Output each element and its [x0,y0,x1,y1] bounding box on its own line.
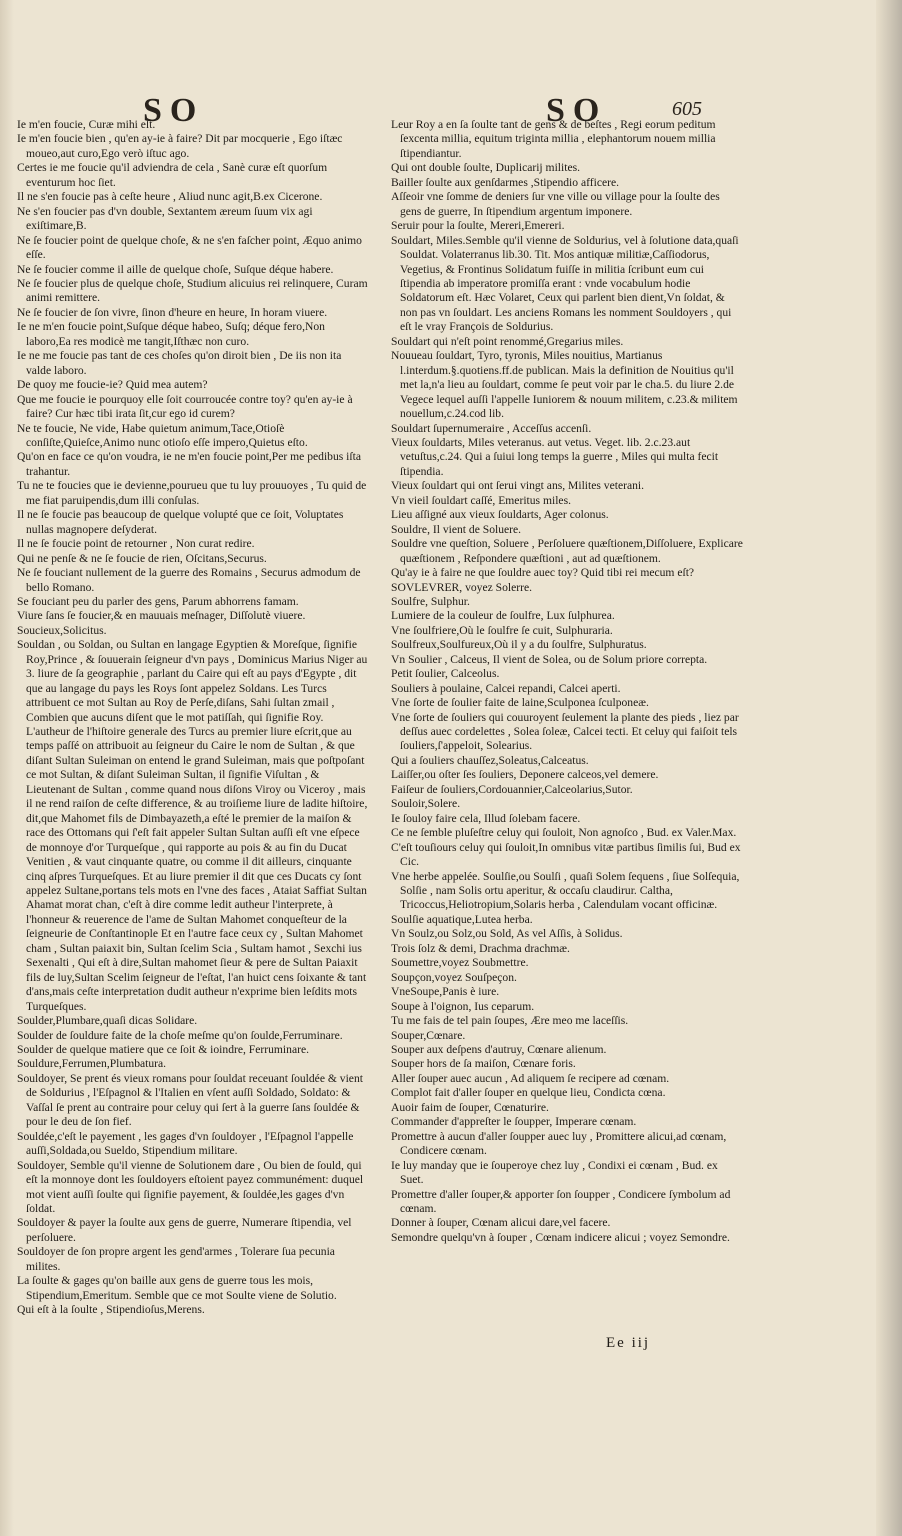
page-number: 605 [672,98,702,120]
dictionary-entry: Auoir faim de ſouper, Cœnaturire. [391,1100,549,1114]
dictionary-entry: Souper aux deſpens d'autruy, Cœnare alienum. [391,1043,607,1056]
dictionary-entry: Souldart qui n'eſt point renommé,Gregarius miles. [391,334,624,348]
dictionary-entry: Soulder,Plumbare,quaſi dicas Solidare. [17,1014,198,1028]
dictionary-entry: Promettre à aucun d'aller ſoupper auec luy , Promittere alicui,ad cœnam, Condicere cœnam. [391,1129,727,1158]
dictionary-entry: Que me foucie ie pourquoy elle ſoit courroucée contre toy? qu'en ay-ie à faire? Cur hæc tibi irata ſit,cur ego id curem? [17,392,353,421]
dictionary-entry: Souldre vne queſtion, Soluere , Perſoluere quæſtionem,Diſſoluere, Explicare quæſtionem , Reſpondere quæſtioni , aut ad quæſtionem. [391,537,743,565]
dictionary-entry: Tu ne te foucies que ie devienne,pourueu que tu luy prouuoyes , Tu quid de me fiat paruipendis,dum illi conſulas. [17,479,367,507]
dictionary-entry: Soulfre, Sulphur. [391,594,470,608]
dictionary-entry: Tu me fais de tel pain ſoupes, Ære meo me laceſſis. [391,1014,629,1028]
dictionary-entry: Ie ne m'en foucie point,Suſque déque habeo, Suſq; déque fero,Non laboro,Ea res modicè me tangit,Iſthæc non curo. [17,320,325,348]
dictionary-entry: Aller ſouper auec aucun , Ad aliquem ſe recipere ad cœnam. [391,1071,670,1085]
dictionary-entry: Petit ſoulier, Calceolus. [391,667,500,681]
dictionary-entry: Souloir,Solere. [391,797,461,811]
dictionary-entry: Se fouciant peu du parler des gens, Parum abhorrens famam. [17,594,299,608]
dictionary-entry: C'eſt touſiours celuy qui ſouloit,In omnibus vitæ partibus ſimilis ſui, Bud ex Cic. [391,840,741,869]
dictionary-entry: Vne herbe appelée. Soulſie,ou Soulſi , quaſi Solem ſequens , ſiue Solſequia, Solſie , nam Solis ortu aperitur, & occaſu claudirur. Caltha, Tricoccus,Heliotropium,Solaris herba , Calendulam vocant officinæ. [391,869,740,912]
dictionary-entry: Vieux ſouldarts, Miles veteranus. aut vetus. Veget. lib. 2.c.23.aut vetuſtus,c.24. Qui a ſuiui long temps la guerre , Miles qui multa fecit ſtipendia. [391,435,719,478]
running-head-left: SO [143,92,205,129]
dictionary-entry: Vn vieil ſouldart caſſé, Emeritus miles. [391,493,571,507]
dictionary-entry: Ie m'en foucie, Curæ mihi eſt. [17,118,156,131]
dictionary-entry: Ne ſe foucier de ſon vivre, ſinon d'heure en heure, In horam viuere. [17,305,328,319]
dictionary-entry: Souldée,c'eſt le payement , les gages d'vn ſouldoyer , l'Eſpagnol l'appelle auſſi,Soldada,ou Sueldo, Stipendium militare. [17,1129,354,1158]
dictionary-entry: Vne ſoulfriere,Où le ſoulfre ſe cuit, Sulphuraria. [391,623,613,637]
dictionary-entry: Promettre d'aller ſouper,& apporter ſon ſoupper , Condicere ſymbolum ad cœnam. [391,1187,731,1215]
dictionary-entry: Vne ſorte de ſouliers qui couuroyent ſeulement la plante des pieds , liez par deſſus auec cordelettes , Solea ſoleæ, Calcei tecti. Et celuy qui faiſoit tels ſouliers,ſ'appeloit, Solearius. [391,710,739,753]
dictionary-entry: Qui a ſouliers chauſſez,Soleatus,Calceatus. [391,753,589,767]
dictionary-entry: Vieux ſouldart qui ont ſerui vingt ans, Milites veterani. [391,479,645,493]
dictionary-entry: Lumiere de la couleur de ſoulfre, Lux ſulphurea. [391,609,615,623]
signature-mark: Ee iij [606,1335,651,1351]
dictionary-entry: Qui ne penſe & ne ſe foucie de rien, Oſcitans,Securus. [17,551,267,565]
facing-page-edge [0,130,10,990]
dictionary-entry: Donner à ſouper, Cœnam alicui dare,vel facere. [391,1216,611,1230]
dictionary-entry: Soulfreux,Soulfureux,Où il y a du ſoulfre, Sulphuratus. [391,638,647,652]
dictionary-entry: Ne ſe fouciant nullement de la guerre des Romains , Securus admodum de bello Romano. [17,566,361,594]
dictionary-entry: Soucieux,Solicitus. [17,623,107,637]
dictionary-entry: Ne ſe foucier comme il aille de quelque choſe, Suſque déque habere. [17,262,334,276]
dictionary-entry: Complot fait d'aller ſouper en quelque lieu, Condicta cœna. [391,1086,666,1100]
dictionary-entry: Souldure,Ferrumen,Plumbatura. [17,1057,167,1071]
dictionary-entry: Vn Soulier , Calceus, Il vient de Solea, ou de Solum priore correpta. [391,652,708,666]
dictionary-entry: Souldre, Il vient de Soluere. [391,522,522,536]
dictionary-entry: Ne ſe foucier point de quelque choſe, & ne s'en faſcher point, Æquo animo eſſe. [17,233,362,262]
dictionary-entry: Soupe à l'oignon, Ius ceparum. [391,999,535,1013]
dictionary-entry: Il ne s'en foucie pas à ceſte heure , Aliud nunc agit,B.ex Cicerone. [17,190,323,204]
dictionary-entry: Leur Roy a en ſa ſoulte tant de gens & de beſtes , Regi eorum peditum ſexcenta millia, equitum triginta millia , elephantorum nouem millia ſtipendiantur. [391,118,716,160]
dictionary-entry: Soulder de ſouldure faite de la choſe meſme qu'on ſoulde,Ferruminare. [17,1028,343,1042]
dictionary-entry: Semondre quelqu'vn à ſouper , Cœnam indicere alicui ; voyez Semondre. [391,1230,730,1244]
dictionary-entry: Commander d'appreſter le ſoupper, Imperare cœnam. [391,1115,637,1129]
dictionary-entry: Souldan , ou Soldan, ou Sultan en langage Egyptien & Moreſque, ſignifie Roy,Prince , & ſouuerain ſeigneur d'vn pays , Dominicus Marius Niger au 3. liure de ſa geographie , parlant du Caire qui eſt au pays d'Egypte , dit que au langage du pays les Roys ſont appelez Soldans. Les Turcs attribuent ce mot Sultan au Roy de Perſe,diſans, Sahi ſultan zmail , Combien que aucuns diſent que le mot patiſſah, qui ſignifie Roy. L'autheur de l'hiſtoire generale des Turcs au premier liure eſcrit,que au temps paſſé on attribuoit au ſeigneur du Caire le nom de Sultan , & que diſant Sultan Suleiman on entend le grand Suleiman, mais que poſtpoſant ce mot Sultan, & diſant Suleiman Sultan, il ſignifie Viſultan , & Lieutenant de Sultan , comme quand nous diſons Viroy ou Viceroy , mais il ne rend raiſon de ceſte difference, & au troiſieme liure de ladite hiſtoire, dit,que Mahomet fils de Dimbayazeth,a eſté le premier de la maiſon & race des Ottomans qui ſ'eſt fait appeler Sultan Sultan auſſi eſt vne eſpece de monnoye d'or Turqueſque , qui rapporte au pois & au fin du Ducat Venitien , & vaut cinquante quatre, ou comme il dit ailleurs, cinquante cinq aſpres Turqueſques. Et au liure premier il dit que ces Ducats cy ſont appelez Sultane,portans tels mots en l'vne des faces , Ataiat Saffiat Sultan Ahamat morat chan, c'eſt à dire comme ledit autheur l'interprete, à l'honneur & reuerence de l'ame de Sultan Mahomet conqueſteur de la ſeigneurie de Conſtantinople Et en l'autre face ceux cy , Sultan Mahomet cham , Sultan paiaxit bin, Sultan ſcelim Scia , Sultam hamot , Sexchi ius Sexenalti , Qui eſt à dire,Sultan mahomet ſieur & pere de Sultan Paiaxit fils de luy,Sultan Scelim ſeigneur de l'eſtat, l'an huict cens ſoixante & tant d'ans,mais ceſte interpretation dudit autheur n'exprime bien leſdits mots Turqueſques. [17,638,368,1013]
dictionary-entry: VneSoupe,Panis è iure. [391,985,500,999]
dictionary-entry: Lieu aſſigné aux vieux ſouldarts, Ager colonus. [391,508,609,522]
dictionary-entry: SOVLEVRER, voyez Solerre. [391,580,533,594]
dictionary-entry: Qu'on en face ce qu'on voudra, ie ne m'en foucie point,Per me pedibus iſta trahantur. [17,450,361,478]
page-edge-shadow [876,0,902,1536]
dictionary-entry: La ſoulte & gages qu'on baille aux gens de guerre tous les mois, Stipendium,Emeritum. Semble que ce mot Soulte viene de Solutio. [17,1274,337,1302]
dictionary-entry: Il ne ſe foucie pas beaucoup de quelque volupté que ce ſoit, Voluptates nullas magnopere deſyderat. [17,508,344,536]
dictionary-entry: Souper hors de ſa maiſon, Cœnare foris. [391,1057,576,1071]
dictionary-entry: Ie ſouloy faire cela, Illud ſolebam facere. [391,811,581,825]
dictionary-entry: Qui eſt à la ſoulte , Stipendioſus,Merens. [17,1303,205,1317]
dictionary-entry: Qu'ay ie à faire ne que ſouldre auec toy? Quid tibi rei mecum eſt? [391,566,695,580]
dictionary-entry: Souper,Cœnare. [391,1028,466,1042]
dictionary-entry: Soupçon,voyez Souſpeçon. [391,970,517,984]
dictionary-entry: Laiſſer,ou oſter ſes ſouliers, Deponere calceos,vel demere. [391,768,659,782]
dictionary-entry: De quoy me foucie-ie? Quid mea autem? [17,378,208,392]
dictionary-entry: Qui ont double ſoulte, Duplicarij milites. [391,161,581,175]
dictionary-entry: Viure ſans ſe foucier,& en mauuais meſnager, Diſſolutè viuere. [17,609,306,623]
right-column [391,118,743,1245]
dictionary-entry: Souldoyer, Se prent és vieux romans pour ſouldat receuant ſouldée & vient de Soldurius , l'Eſpagnol & l'Italien en vſent auſſi Soldado, Soldato: & Vaſſal ſe prent au contraire pour celuy qui ſert à la guerre ſans ſouldée & pour le deu de ſon fief. [17,1071,363,1129]
dictionary-entry: Souldoyer de ſon propre argent les gend'armes , Tolerare ſua pecunia milites. [17,1245,335,1273]
dictionary-entry: Ne s'en foucier pas d'vn double, Sextantem æreum ſuum vix agi exiſtimare,B. [17,204,313,233]
dictionary-entry: Ce ne ſemble pluſeſtre celuy qui ſouloit, Non agnoſco , Bud. ex Valer.Max. [391,826,737,840]
dictionary-entry: Souldart ſupernumeraire , Acceſſus accenſi. [391,421,592,435]
dictionary-entry: Ne te foucie, Ne vide, Habe quietum animum,Tace,Otioſè conſiſte,Quieſce,Animo nunc otioſo eſſe impero,Quietus eſto. [17,421,308,449]
dictionary-entry: Bailler ſoulte aux genſdarmes ,Stipendio afficere. [391,175,620,189]
dictionary-entry: Il ne ſe foucie point de retourner , Non curat redire. [17,537,255,551]
dictionary-entry: Souliers à poulaine, Calcei repandi, Calcei aperti. [391,681,621,695]
dictionary-entry: Trois ſolz & demi, Drachma drachmæ. [391,941,570,955]
dictionary-entry: Souldoyer & payer la ſoulte aux gens de guerre, Numerare ſtipendia, vel perſoluere. [17,1216,352,1244]
running-head-right: SO [546,92,608,129]
dictionary-entry: Ie m'en foucie bien , qu'en ay-ie à faire? Dit par mocquerie , Ego iſtæc moueo,aut curo,Ego verò iſtuc ago. [17,132,343,160]
dictionary-entry: Ie luy manday que ie ſouperoye chez luy , Condixi ei cœnam , Bud. ex Suet. [391,1158,718,1187]
dictionary-entry: Vn Soulz,ou Solz,ou Sold, As vel Aſſis, à Solidus. [391,927,623,941]
dictionary-entry: Soulſie aquatique,Lutea herba. [391,912,533,926]
dictionary-entry: Soulder de quelque matiere que ce ſoit & ioindre, Ferruminare. [17,1043,310,1056]
dictionary-entry: Souldoyer, Semble qu'il vienne de Solutionem dare , Ou bien de ſould, qui eſt la monnoye dont les ſouldoyers eſtoient payez communément: duquel mot vient auſſi ſoulte qui ſignifie payement, & ſouldée,les gages d'vn ſoldat. [17,1158,364,1215]
dictionary-entry: Soumettre,voyez Soubmettre. [391,956,529,970]
dictionary-entry: Seruir pour la ſoulte, Mereri,Emereri. [391,219,565,233]
dictionary-entry: Ie ne me foucie pas tant de ces choſes qu'on diroit bien , De iis non ita valde laboro. [17,349,342,377]
dictionary-entry: Certes ie me foucie qu'il adviendra de cela , Sanè curæ eſt quorſum eventurum hoc ſiet. [17,161,328,189]
dictionary-entry: Aſſeoir vne ſomme de deniers ſur vne ville ou village pour la ſoulte des gens de guerre, In ſtipendium argentum imponere. [391,190,720,218]
dictionary-entry: Faiſeur de ſouliers,Cordouannier,Calceolarius,Sutor. [391,782,633,796]
dictionary-entry: Souldart, Miles.Semble qu'il vienne de Soldurius, vel à ſolutione data,quaſi Souldat. Volaterranus lib.30. Tit. Mos antiquæ militiæ,Caſſiodorus, Vegetius, & Frontinus Solidatum fuiſſe in militia ſcribunt eum cui ſtipendia ab imperatore promiſſa erant : vnde vocabulum hodie Soldatorum eſt. Hæc Volaret, Ceux qui parlent bien dient,Vn ſoldat, & non pas vn ſouldart. Les anciens Romans les nomment Souldoyers , qui eſt le vray François de Soldurius. [391,233,739,334]
dictionary-entry: Vne ſorte de ſoulier faite de laine,Sculponea ſculponeæ. [391,696,649,710]
left-column [17,118,369,1318]
dictionary-entry: Ne ſe foucier plus de quelque choſe, Studium alicuius rei relinquere, Curam animi remittere. [17,276,368,305]
dictionary-entry: Nouueau ſouldart, Tyro, tyronis, Miles nouitius, Martianus l.interdum.§.quotiens.ff.de publican. Mais la definition de Nouitius qu'il met la,n'a lieu au ſouldart, comme ſe peut voir par le cha.5. du liure 2.de Vegece lequel auſſi l'appelle Iuniorem & nouum militem, c.23.& militem nouellum,c.24.cod lib. [391,349,738,421]
